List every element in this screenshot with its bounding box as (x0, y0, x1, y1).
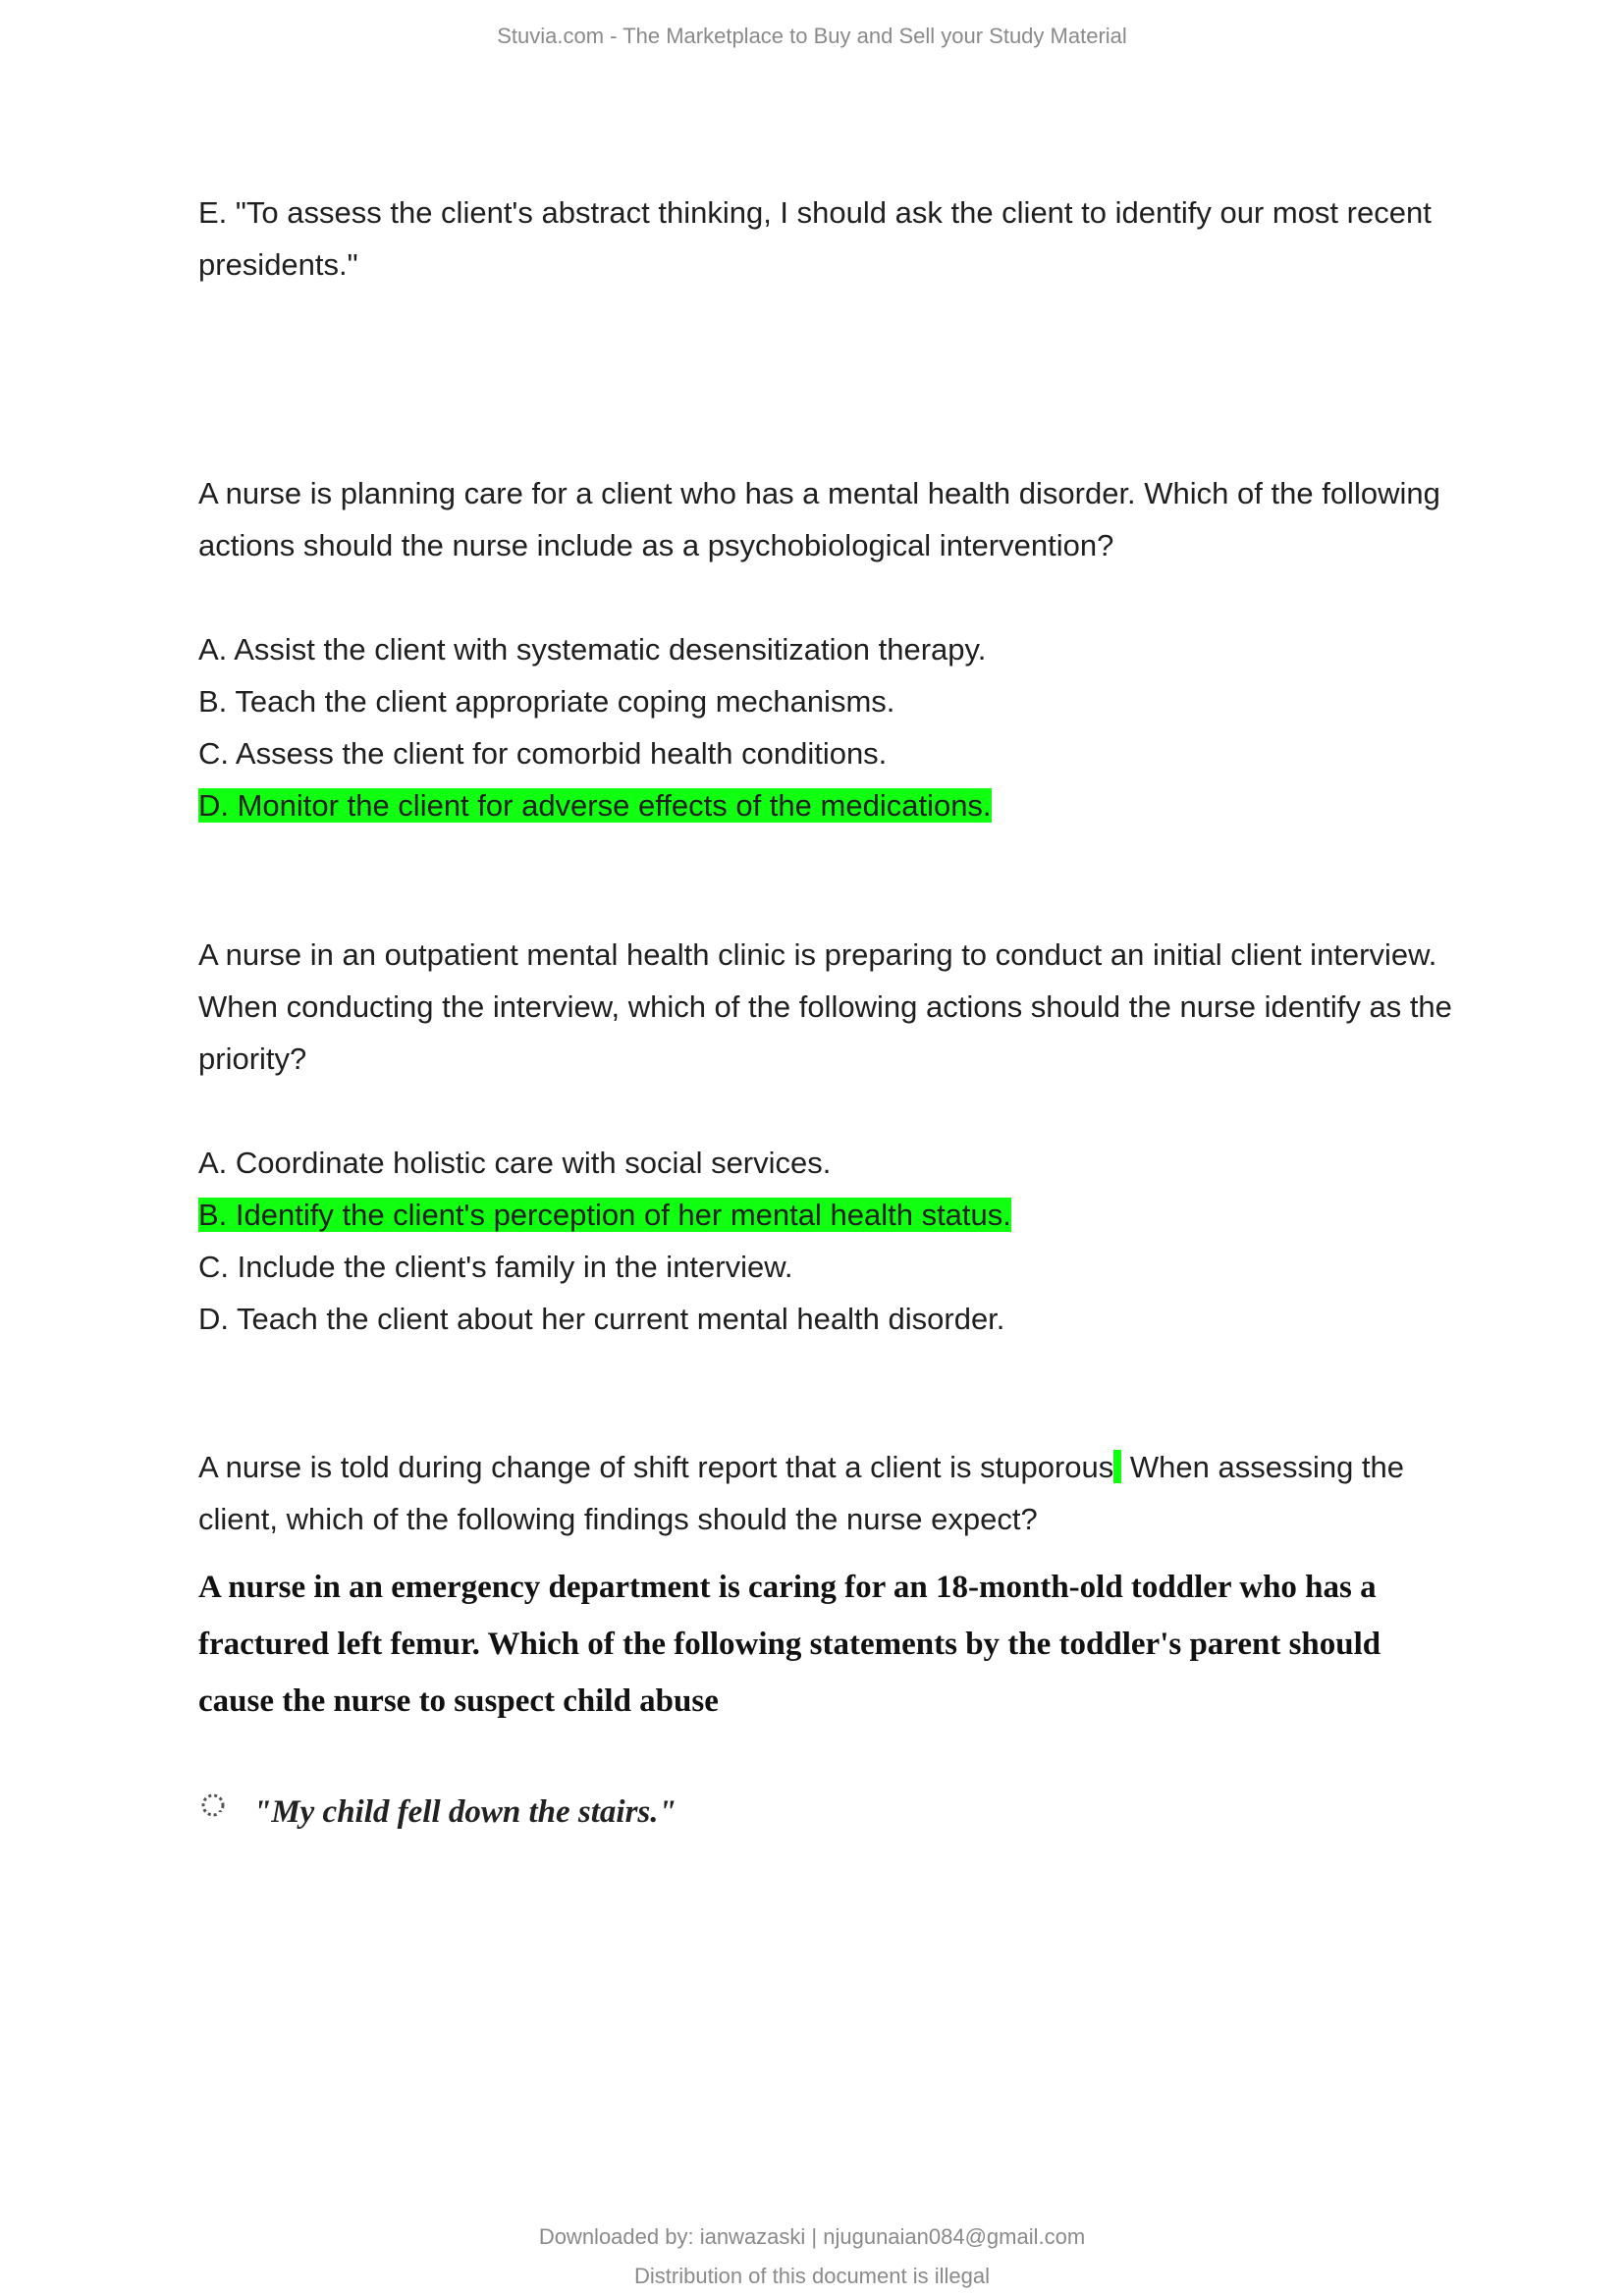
option-e-line-1: E. "To assess the client's abstract thinking, I should ask the client to identify our most recent (198, 195, 1432, 230)
footer-distribution-notice: Distribution of this document is illegal (634, 2264, 990, 2288)
question-2 (198, 929, 1465, 1345)
question-2-option-a: A. Coordinate holistic care with social services. (198, 1146, 832, 1180)
question-3-text-before: A nurse is told during change of shift report that a client is stuporous (198, 1450, 1114, 1484)
question-1-option-c: C. Assess the client for comorbid health conditions. (198, 736, 888, 771)
question-4-answer (198, 1794, 677, 1831)
question-2-option-b (198, 1189, 1465, 1241)
spacer (198, 1085, 1465, 1137)
question-3-stem-line-1 (198, 1441, 1465, 1493)
question-3-text-after: When assessing the (1121, 1450, 1405, 1484)
question-4 (198, 1559, 1465, 1730)
question-3 (198, 1441, 1465, 1545)
option-e-line-2: presidents." (198, 247, 358, 282)
correct-answer-highlight: B. Identify the client's perception of her mental health status. (198, 1198, 1011, 1232)
question-3-stem-line-2: client, which of the following findings should the nurse expect? (198, 1502, 1038, 1536)
question-2-option-c: C. Include the client's family in the interview. (198, 1250, 793, 1284)
question-2-option-d: D. Teach the client about her current mental health disorder. (198, 1302, 1005, 1336)
question-2-stem-line-1: A nurse in an outpatient mental health clinic is preparing to conduct an initial client interview. (198, 937, 1437, 972)
question-1-option-a: A. Assist the client with systematic desensitization therapy. (198, 632, 987, 667)
question-2-stem-line-3: priority? (198, 1041, 307, 1076)
question-4-stem-line-2: fractured left femur. Which of the following statements by the toddler's parent should (198, 1627, 1381, 1662)
question-1-stem-line-1: A nurse is planning care for a client who has a mental health disorder. Which of the following (198, 476, 1440, 510)
spacer (198, 571, 1465, 623)
question-4-stem-line-3: cause the nurse to suspect child abuse (198, 1683, 719, 1719)
previous-option-e (198, 187, 1465, 291)
footer-downloaded-by: Downloaded by: ianwazaski | njugunaian084@gmail.com (538, 2224, 1086, 2249)
answer-text: "My child fell down the stairs." (253, 1794, 677, 1830)
question-1-stem-line-2: actions should the nurse include as a psychobiological intervention? (198, 528, 1114, 562)
question-1 (198, 467, 1465, 831)
question-2-stem-line-2: When conducting the interview, which of the following actions should the nurse identify as the (198, 989, 1452, 1024)
question-1-option-b: B. Teach the client appropriate coping mechanisms. (198, 684, 895, 719)
page-header: Stuvia.com - The Marketplace to Buy and Sell your Study Material (497, 24, 1127, 48)
radio-loading-icon (198, 1790, 228, 1820)
question-4-stem-line-1: A nurse in an emergency department is caring for an 18-month-old toddler who has a (198, 1570, 1377, 1605)
correct-answer-highlight: D. Monitor the client for adverse effects of the medications. (198, 788, 992, 823)
question-1-option-d (198, 779, 1465, 831)
